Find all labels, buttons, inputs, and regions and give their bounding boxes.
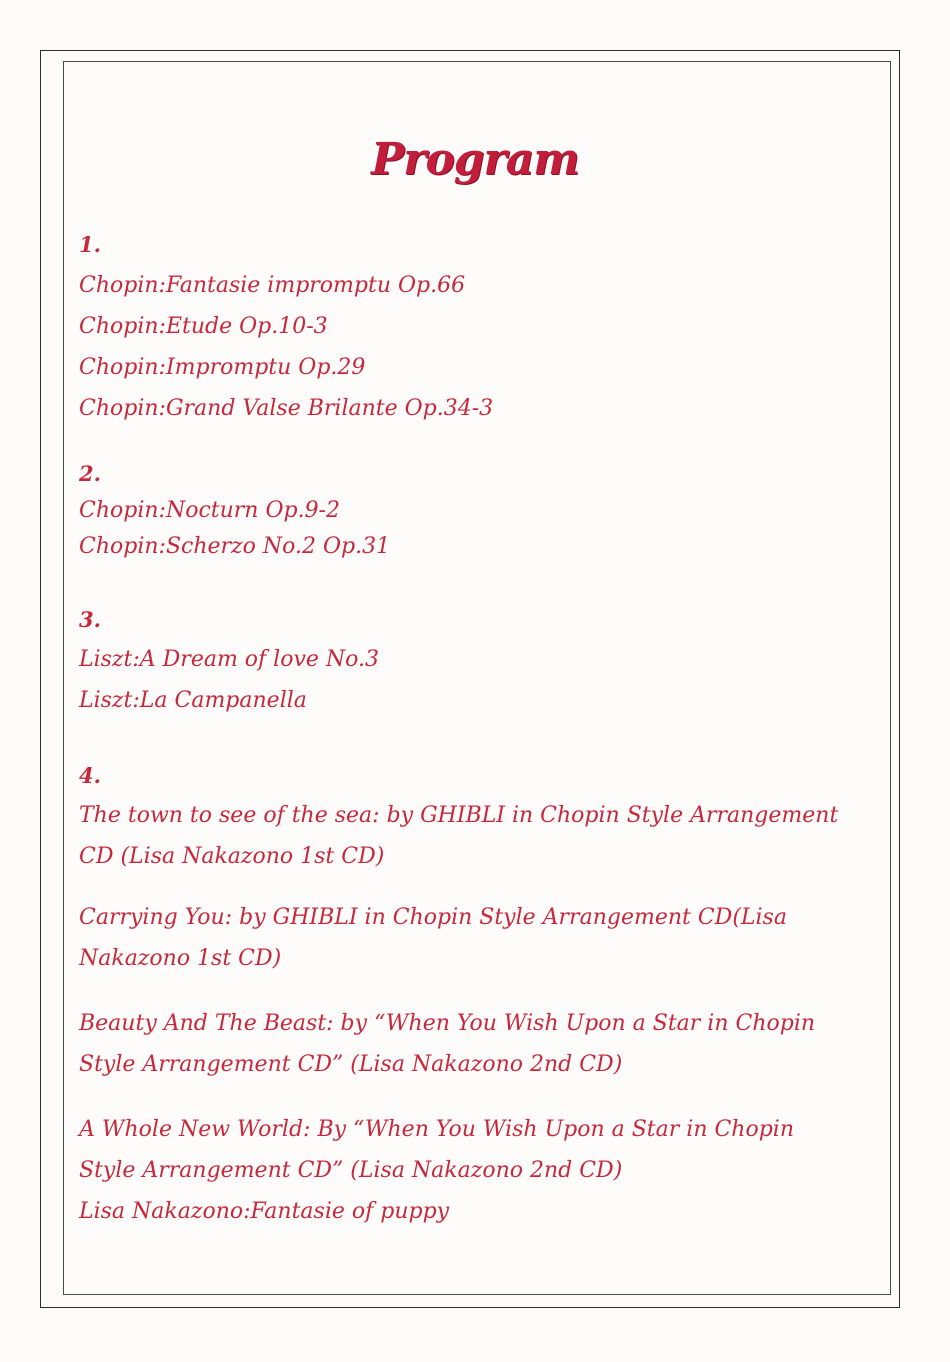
program-entry (79, 1109, 869, 1232)
program-item: Chopin:Grand Valse Brilante Op.34-3 (79, 396, 494, 421)
program-item: Chopin:Etude Op.10-3 (79, 314, 328, 339)
program-section-1 (79, 224, 869, 429)
program-entry (79, 795, 869, 877)
program-item: Chopin:Fantasie impromptu Op.66 (79, 273, 466, 298)
program-item: Chopin:Nocturn Op.9-2 (79, 498, 340, 523)
program-item: Style Arrangement CD” (Lisa Nakazono 2nd CD) (79, 1158, 623, 1183)
section-number: 1. (79, 232, 101, 257)
program-title: Program (371, 134, 579, 185)
program-item: Liszt:A Dream of love No.3 (79, 647, 380, 672)
program-item: Nakazono 1st CD) (79, 946, 282, 971)
program-entry (79, 1003, 869, 1085)
program-item: Carrying You: by GHIBLI in Chopin Style Arrangement CD(Lisa (79, 905, 787, 930)
program-section-3 (79, 601, 869, 721)
program-item: Chopin:Scherzo No.2 Op.31 (79, 534, 391, 559)
program-item: Beauty And The Beast: by “When You Wish Upon a Star in Chopin (79, 1011, 816, 1036)
program-entry (79, 897, 869, 979)
section-number: 2. (79, 461, 101, 486)
program-item: Lisa Nakazono:Fantasie of puppy (79, 1199, 450, 1224)
program-item: CD (Lisa Nakazono 1st CD) (79, 844, 385, 869)
program-section-4 (79, 757, 869, 1232)
program-item: The town to see of the sea: by GHIBLI in Chopin Style Arrangement (79, 803, 839, 828)
program-section-2 (79, 455, 869, 565)
program-item: A Whole New World: By “When You Wish Upon a Star in Chopin (79, 1117, 795, 1142)
program-item: Liszt:La Campanella (79, 688, 307, 713)
section-number: 4. (79, 763, 101, 788)
section-number: 3. (79, 607, 101, 632)
program-list (79, 224, 869, 1232)
program-item: Chopin:Impromptu Op.29 (79, 355, 366, 380)
program-item: Style Arrangement CD” (Lisa Nakazono 2nd CD) (79, 1052, 623, 1077)
